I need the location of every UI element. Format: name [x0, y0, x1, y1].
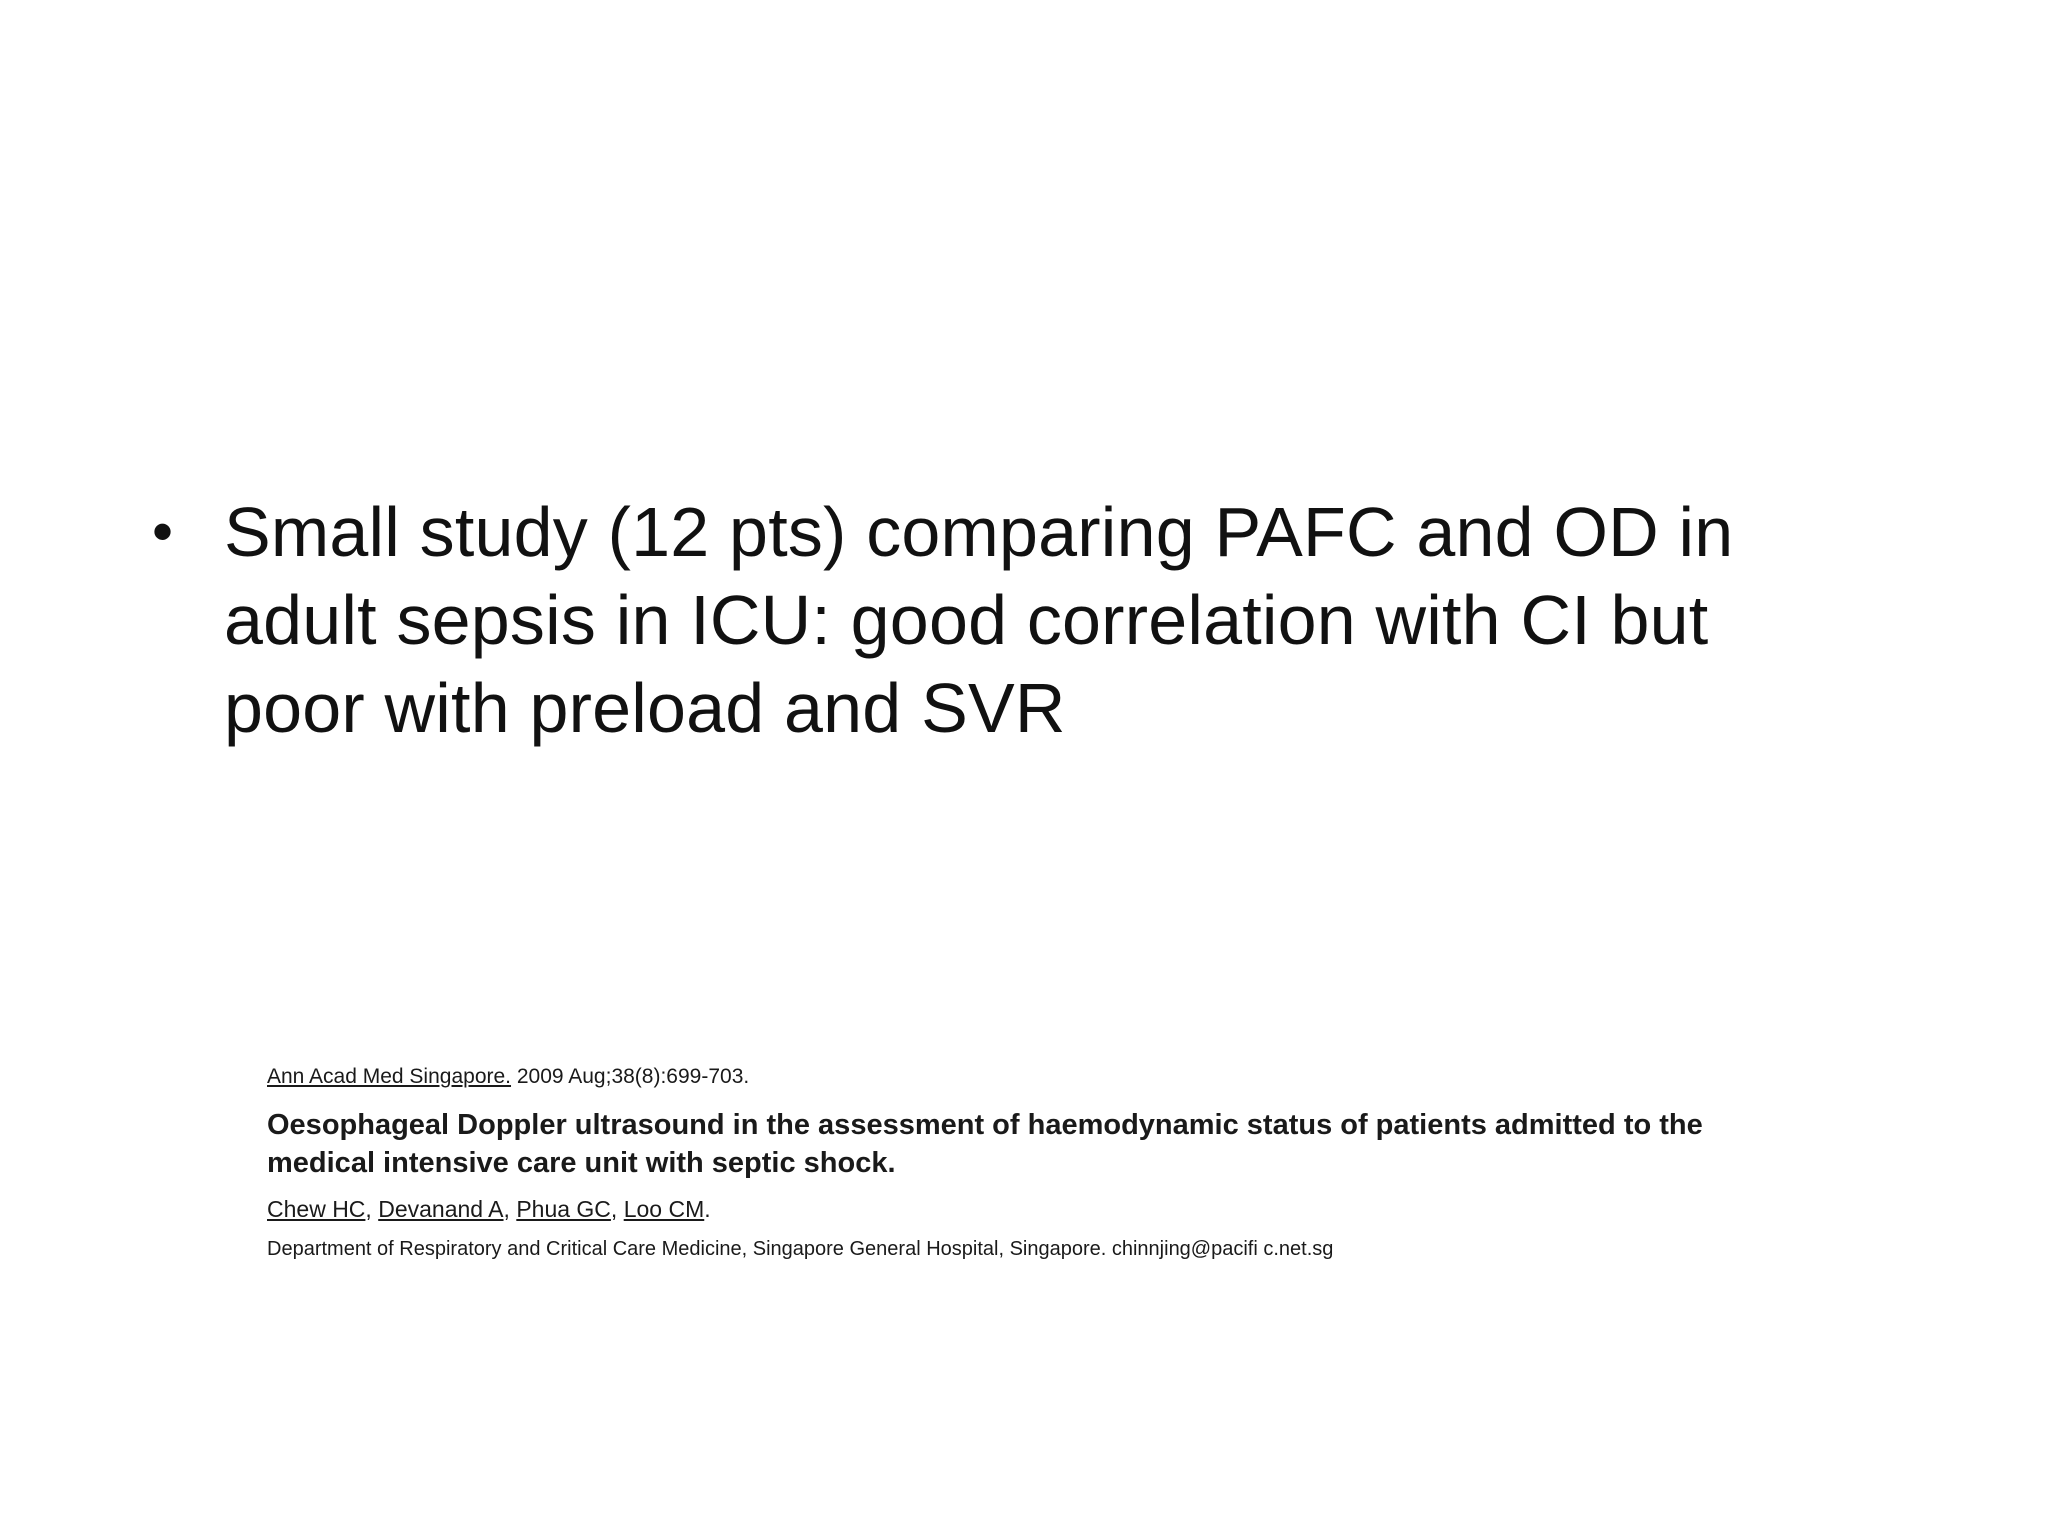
- author-separator: ,: [365, 1196, 379, 1222]
- journal-link[interactable]: Ann Acad Med Singapore.: [267, 1065, 512, 1088]
- bullet-text: Small study (12 pts) comparing PAFC and OD in adult sepsis in ICU: good correlation with CI but poor with preload and SVR: [224, 493, 1734, 747]
- author-affiliation: Department of Respiratory and Critical Care Medicine, Singapore General Hospital, Singapore. chinnjing@pacifi c.net.sg: [267, 1238, 1334, 1260]
- article-title: Oesophageal Doppler ultrasound in the assessment of haemodynamic status of patients admitted to the medical intensive care unit with septic shock.: [267, 1109, 1703, 1179]
- author-separator: ,: [503, 1196, 517, 1222]
- author-separator: ,: [610, 1196, 624, 1222]
- bullet-item: [150, 488, 1850, 752]
- bullet-dot-icon: •: [152, 498, 174, 565]
- author-separator: .: [704, 1196, 711, 1222]
- journal-details: 2009 Aug;38(8):699-703.: [511, 1065, 750, 1088]
- citation-block: [267, 1062, 1767, 1264]
- author-list: [267, 1192, 1767, 1226]
- author-link[interactable]: Chew HC: [267, 1196, 366, 1222]
- author-link[interactable]: Phua GC: [516, 1196, 611, 1222]
- author-link[interactable]: Devanand A: [378, 1196, 504, 1222]
- author-link[interactable]: Loo CM: [623, 1196, 705, 1222]
- citation-journal-line: [267, 1062, 1767, 1092]
